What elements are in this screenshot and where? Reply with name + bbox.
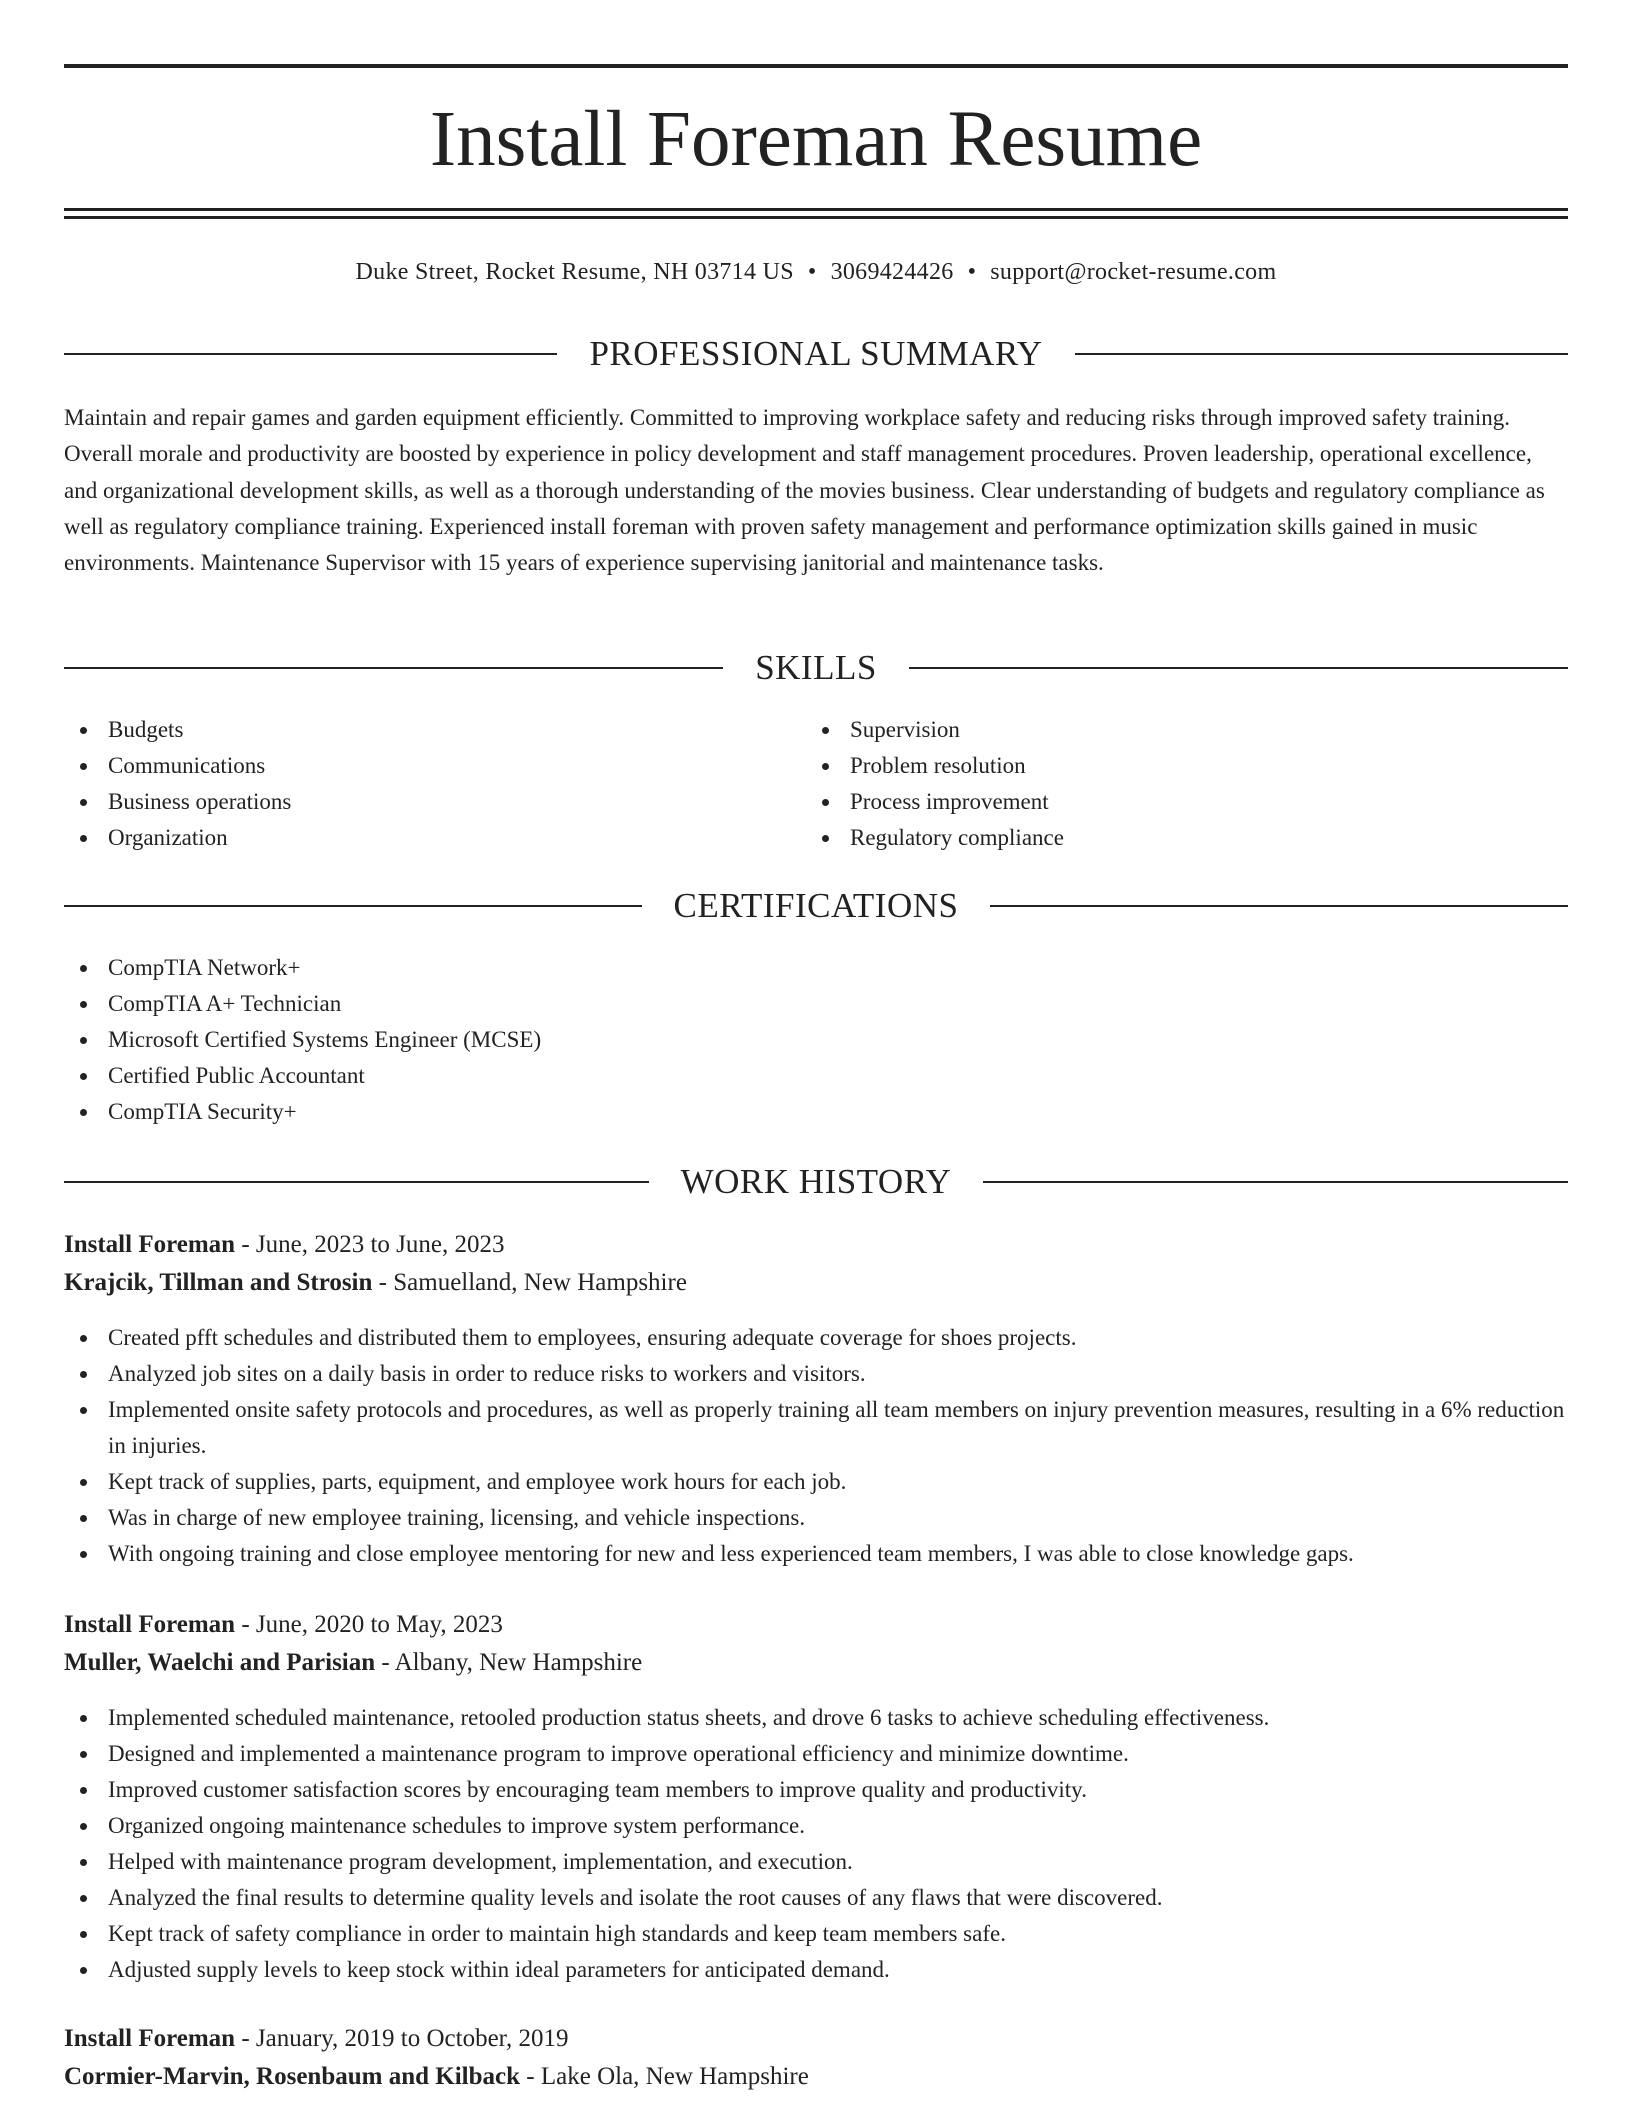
section-heading-work-history xyxy=(64,1160,1568,1204)
section-heading-skills xyxy=(64,646,1568,690)
certification-item: CompTIA Network+ xyxy=(64,950,1568,986)
job-bullet: Improved customer satisfaction scores by encouraging team members to improve quality and productivity. xyxy=(64,1772,1568,1808)
heading-rule-right xyxy=(990,905,1568,907)
top-rule xyxy=(64,64,1568,68)
job-company-line xyxy=(64,2058,1568,2096)
job-bullet: Implemented scheduled maintenance, retooled production status sheets, and drove 6 tasks to achieve scheduling effectiveness. xyxy=(64,1700,1568,1736)
job-bullet: Was in charge of new employee training, licensing, and vehicle inspections. xyxy=(64,1500,1568,1536)
section-heading-summary xyxy=(64,332,1568,376)
heading-rule-left xyxy=(64,905,642,907)
job-company: Krajcik, Tillman and Strosin xyxy=(64,1269,373,1296)
contact-email[interactable]: support@rocket-resume.com xyxy=(990,259,1277,285)
skill-item: Communications xyxy=(64,748,764,784)
job-bullet: Designed and implemented a maintenance program to improve operational efficiency and minimize downtime. xyxy=(64,1736,1568,1772)
certification-item: CompTIA A+ Technician xyxy=(64,986,1568,1022)
summary-paragraph: Maintain and repair games and garden equipment efficiently. Committed to improving workplace safety and reducing risks through improved safety training. Overall morale and productivity are boosted by experience in policy development and staff management procedures. Proven leadership, operational excellence, and organizational development skills, as well as a thorough understanding of the movies business. Clear understanding of budgets and regulatory compliance as well as regulatory compliance training. Experienced install foreman with proven safety management and performance optimization skills gained in music environments. Maintenance Supervisor with 15 years of experience supervising janitorial and maintenance tasks. xyxy=(64,405,1545,576)
job-title-line xyxy=(64,1606,1568,1644)
job-location: - Lake Ola, New Hampshire xyxy=(520,2063,809,2090)
skill-item: Budgets xyxy=(64,712,764,748)
section-title: PROFESSIONAL SUMMARY xyxy=(589,334,1043,373)
job-location: - Samuelland, New Hampshire xyxy=(372,1269,687,1296)
skill-item: Supervision xyxy=(806,712,1506,748)
section-title: CERTIFICATIONS xyxy=(673,886,959,925)
contact-line xyxy=(64,254,1568,290)
certification-item: Microsoft Certified Systems Engineer (MCSE) xyxy=(64,1022,1568,1058)
job-bullet: Kept track of safety compliance in order to maintain high standards and keep team members safe. xyxy=(64,1916,1568,1952)
skill-item: Process improvement xyxy=(806,784,1506,820)
skill-item: Organization xyxy=(64,820,764,856)
resume-title: Install Foreman Resume xyxy=(429,96,1203,183)
heading-rule-left xyxy=(64,667,723,669)
title-rule-upper xyxy=(64,208,1568,211)
job-title-line xyxy=(64,1226,1568,1264)
skills-list-right xyxy=(806,712,1506,856)
job-title: Install Foreman xyxy=(64,2025,236,2052)
contact-separator: • xyxy=(807,259,817,285)
job-bullets xyxy=(64,1700,1568,1988)
job-bullet: Analyzed the final results to determine quality levels and isolate the root causes of any flaws that were discovered. xyxy=(64,1880,1568,1916)
job-dates: - June, 2023 to June, 2023 xyxy=(235,1231,505,1258)
contact-address: Duke Street, Rocket Resume, NH 03714 US xyxy=(355,259,794,285)
job-bullet: Adjusted supply levels to keep stock within ideal parameters for anticipated demand. xyxy=(64,1952,1568,1988)
job-dates: - June, 2020 to May, 2023 xyxy=(235,1611,503,1638)
skill-item: Problem resolution xyxy=(806,748,1506,784)
job-title: Install Foreman xyxy=(64,1231,236,1258)
job-company: Muller, Waelchi and Parisian xyxy=(64,1649,376,1676)
heading-rule-left xyxy=(64,353,557,355)
section-heading-certifications xyxy=(64,884,1568,928)
section-title: SKILLS xyxy=(755,648,877,687)
job-title: Install Foreman xyxy=(64,1611,236,1638)
certification-item: CompTIA Security+ xyxy=(64,1094,1568,1130)
job-company: Cormier-Marvin, Rosenbaum and Kilback xyxy=(64,2063,521,2090)
job-bullet: Created pfft schedules and distributed them to employees, ensuring adequate coverage for shoes projects. xyxy=(64,1320,1568,1356)
job-bullet: With ongoing training and close employee mentoring for new and less experienced team members, I was able to close knowledge gaps. xyxy=(64,1536,1568,1572)
job-bullet: Analyzed job sites on a daily basis in order to reduce risks to workers and visitors. xyxy=(64,1356,1568,1392)
skills-list-left xyxy=(64,712,764,856)
job-bullet: Organized ongoing maintenance schedules to improve system performance. xyxy=(64,1808,1568,1844)
job-title-line xyxy=(64,2020,1568,2058)
job-bullets xyxy=(64,1320,1568,1572)
certification-item: Certified Public Accountant xyxy=(64,1058,1568,1094)
skill-item: Business operations xyxy=(64,784,764,820)
job-dates: - January, 2019 to October, 2019 xyxy=(235,2025,569,2052)
job-location: - Albany, New Hampshire xyxy=(375,1649,643,1676)
heading-rule-right xyxy=(1075,353,1568,355)
job-bullet: Helped with maintenance program development, implementation, and execution. xyxy=(64,1844,1568,1880)
job-company-line xyxy=(64,1264,1568,1302)
contact-separator: • xyxy=(967,259,977,285)
job-bullet: Kept track of supplies, parts, equipment, and employee work hours for each job. xyxy=(64,1464,1568,1500)
contact-phone[interactable]: 3069424426 xyxy=(830,259,954,285)
title-rule-lower xyxy=(64,216,1568,219)
section-title: WORK HISTORY xyxy=(680,1162,952,1201)
job-company-line xyxy=(64,1644,1568,1682)
skill-item: Regulatory compliance xyxy=(806,820,1506,856)
heading-rule-left xyxy=(64,1181,649,1183)
job-bullet: Implemented onsite safety protocols and procedures, as well as properly training all team members on injury prevention measures, resulting in a 6% reduction in injuries. xyxy=(64,1392,1568,1464)
certifications-list xyxy=(64,950,1568,1130)
heading-rule-right xyxy=(909,667,1568,669)
heading-rule-right xyxy=(983,1181,1568,1183)
